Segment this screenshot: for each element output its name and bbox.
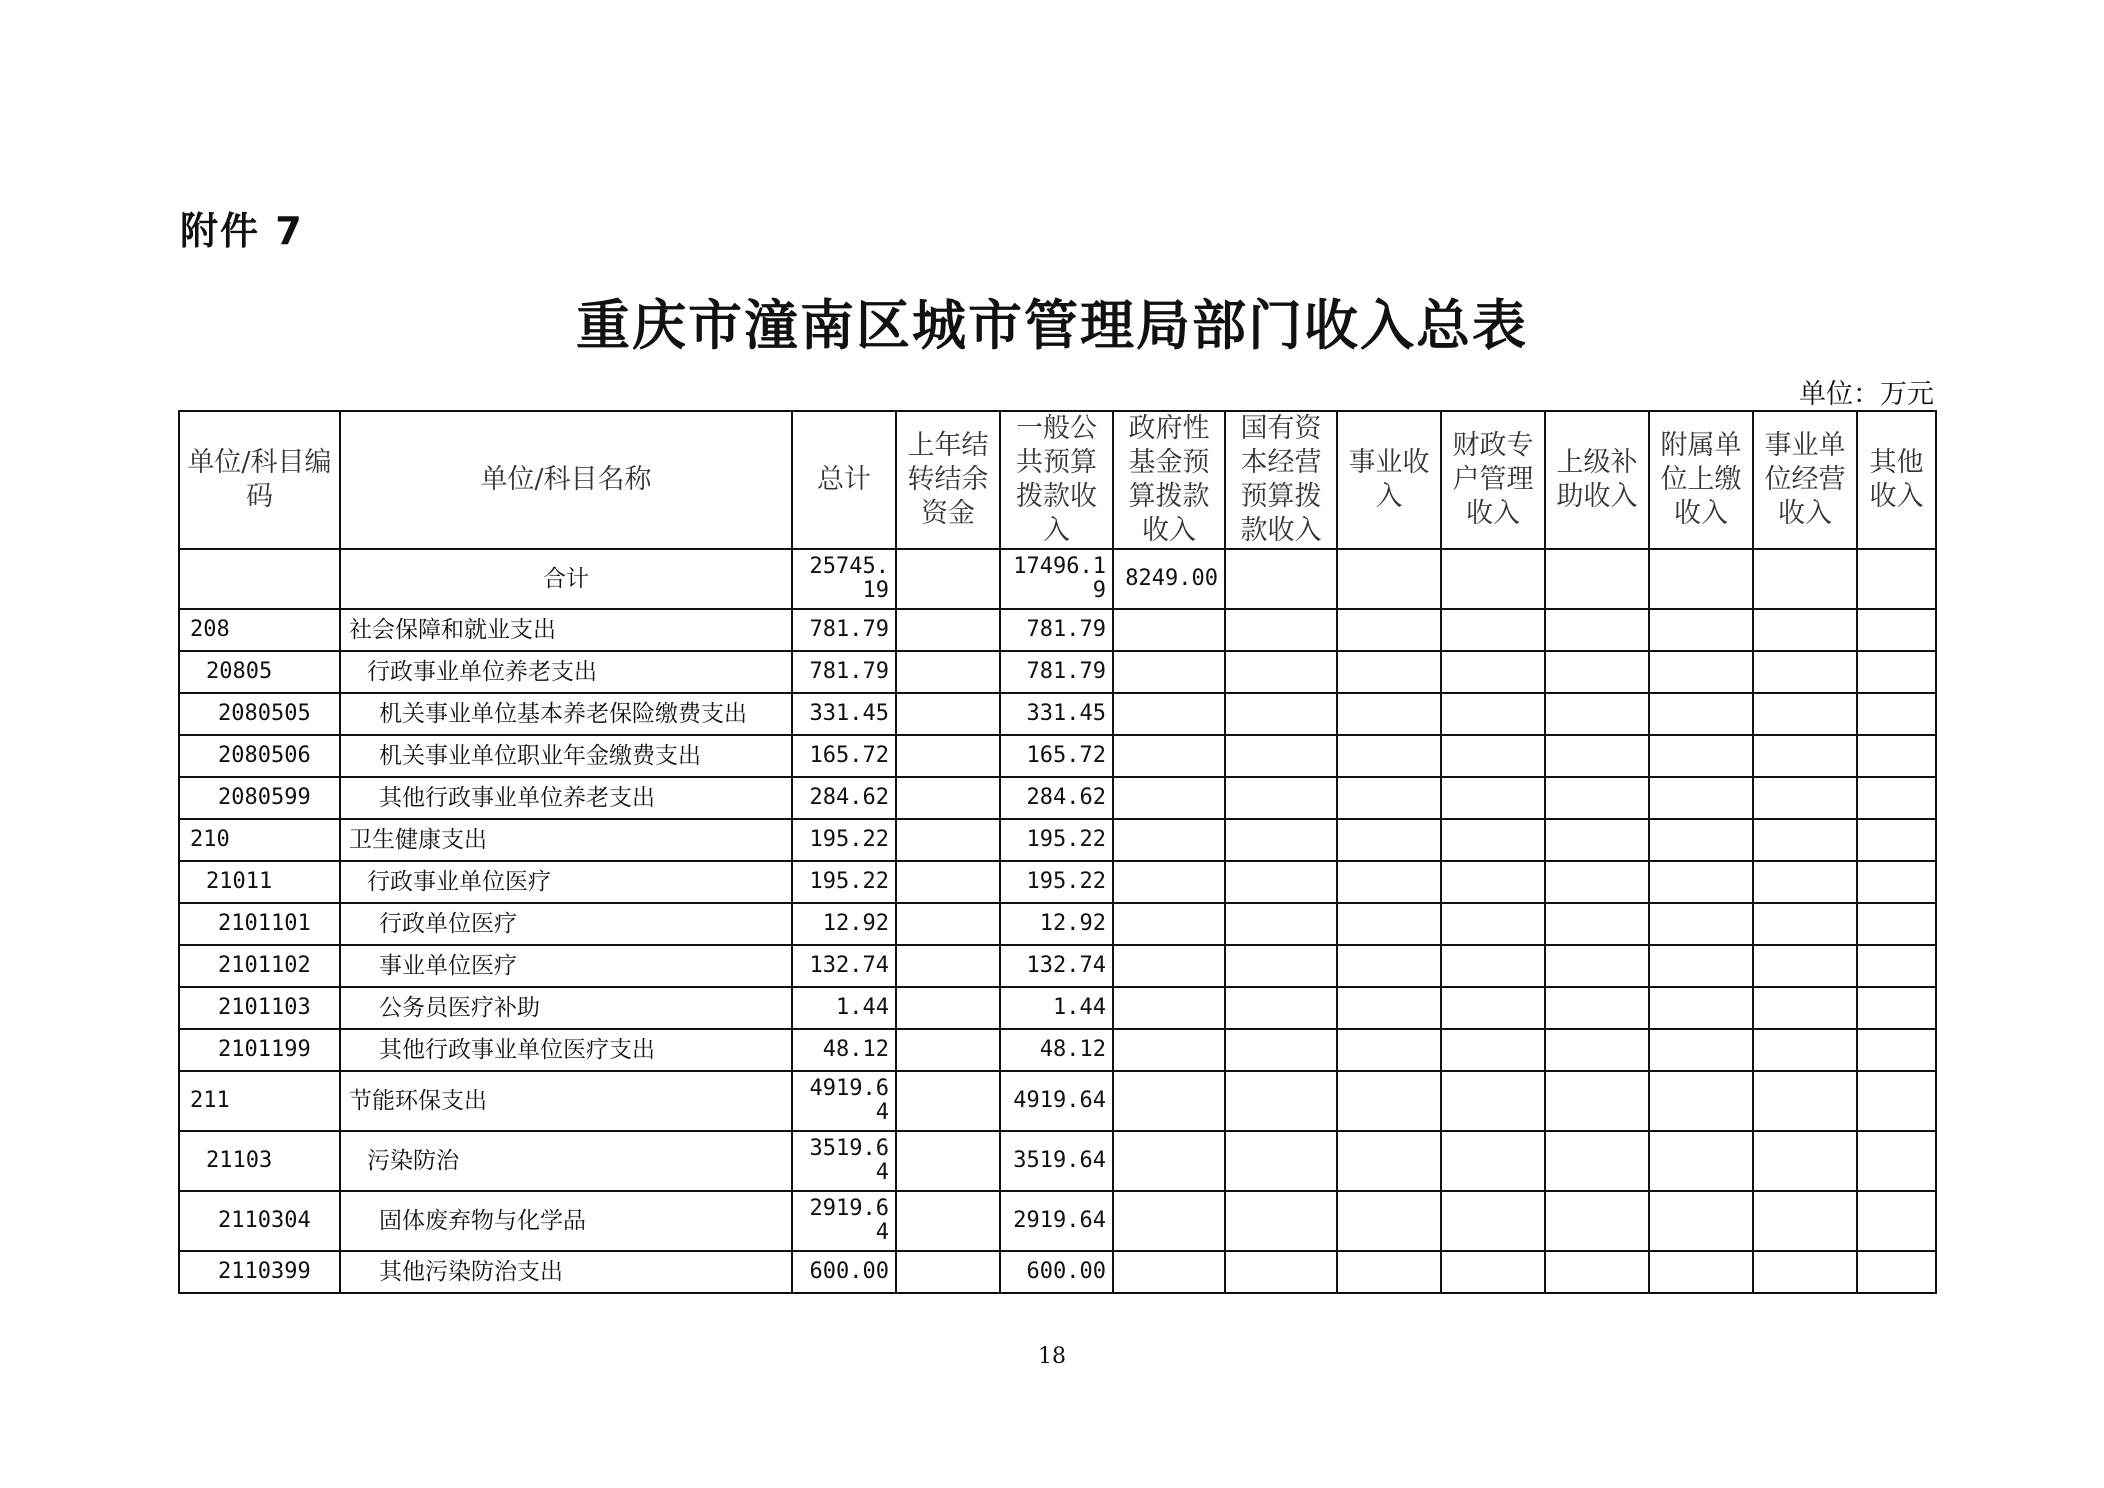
superior-subsidy-cell [1545, 1071, 1649, 1131]
affiliated-income-cell [1649, 651, 1753, 693]
general-budget-cell: 17496.19 [1000, 549, 1113, 609]
total-cell: 4919.64 [792, 1071, 896, 1131]
gov-fund-cell [1113, 693, 1225, 735]
special-account-cell [1441, 1029, 1545, 1071]
career-income-cell [1337, 609, 1441, 651]
special-account-cell [1441, 987, 1545, 1029]
operation-income-cell [1753, 903, 1857, 945]
other-income-cell [1857, 1191, 1936, 1251]
total-cell: 331.45 [792, 693, 896, 735]
header-superior-subsidy: 上级补助收入 [1545, 411, 1649, 549]
general-budget-cell: 12.92 [1000, 903, 1113, 945]
other-income-cell [1857, 735, 1936, 777]
special-account-cell [1441, 1191, 1545, 1251]
general-budget-cell: 165.72 [1000, 735, 1113, 777]
gov-fund-cell [1113, 945, 1225, 987]
career-income-cell [1337, 1191, 1441, 1251]
special-account-cell [1441, 1071, 1545, 1131]
affiliated-income-cell [1649, 1131, 1753, 1191]
carryover-cell [896, 1071, 1000, 1131]
operation-income-cell [1753, 861, 1857, 903]
name-cell: 行政事业单位医疗 [340, 861, 792, 903]
name-cell: 卫生健康支出 [340, 819, 792, 861]
table-row [179, 777, 1936, 819]
carryover-cell [896, 735, 1000, 777]
affiliated-income-cell [1649, 987, 1753, 1029]
career-income-cell [1337, 945, 1441, 987]
affiliated-income-cell [1649, 861, 1753, 903]
carryover-cell [896, 819, 1000, 861]
affiliated-income-cell [1649, 1071, 1753, 1131]
general-budget-cell: 2919.64 [1000, 1191, 1113, 1251]
total-cell: 12.92 [792, 903, 896, 945]
general-budget-cell: 132.74 [1000, 945, 1113, 987]
career-income-cell [1337, 1071, 1441, 1131]
special-account-cell [1441, 861, 1545, 903]
special-account-cell [1441, 903, 1545, 945]
table-row [179, 1131, 1936, 1191]
total-cell: 284.62 [792, 777, 896, 819]
code-cell: 20805 [179, 651, 340, 693]
state-capital-cell [1225, 1071, 1337, 1131]
state-capital-cell [1225, 549, 1337, 609]
gov-fund-cell [1113, 903, 1225, 945]
total-cell: 132.74 [792, 945, 896, 987]
page-title: 重庆市潼南区城市管理局部门收入总表 [576, 294, 1528, 357]
total-row [179, 549, 1936, 609]
career-income-cell [1337, 987, 1441, 1029]
other-income-cell [1857, 777, 1936, 819]
name-cell: 社会保障和就业支出 [340, 609, 792, 651]
state-capital-cell [1225, 651, 1337, 693]
table-row [179, 735, 1936, 777]
carryover-cell [896, 693, 1000, 735]
page-number: 18 [1038, 1344, 1066, 1369]
other-income-cell [1857, 1071, 1936, 1131]
operation-income-cell [1753, 1029, 1857, 1071]
name-cell: 污染防治 [340, 1131, 792, 1191]
other-income-cell [1857, 819, 1936, 861]
header-carryover: 上年结转结余资金 [896, 411, 1000, 549]
superior-subsidy-cell [1545, 903, 1649, 945]
affiliated-income-cell [1649, 1191, 1753, 1251]
state-capital-cell [1225, 987, 1337, 1029]
superior-subsidy-cell [1545, 609, 1649, 651]
header-code: 单位/科目编码 [179, 411, 340, 549]
code-cell: 2110304 [179, 1191, 340, 1251]
state-capital-cell [1225, 861, 1337, 903]
table-row [179, 1029, 1936, 1071]
affiliated-income-cell [1649, 777, 1753, 819]
name-cell: 行政单位医疗 [340, 903, 792, 945]
code-cell: 21011 [179, 861, 340, 903]
affiliated-income-cell [1649, 819, 1753, 861]
superior-subsidy-cell [1545, 693, 1649, 735]
career-income-cell [1337, 1131, 1441, 1191]
affiliated-income-cell [1649, 609, 1753, 651]
code-cell: 2080599 [179, 777, 340, 819]
other-income-cell [1857, 609, 1936, 651]
state-capital-cell [1225, 1251, 1337, 1293]
operation-income-cell [1753, 987, 1857, 1029]
special-account-cell [1441, 693, 1545, 735]
state-capital-cell [1225, 1131, 1337, 1191]
table-row [179, 819, 1936, 861]
gov-fund-cell [1113, 861, 1225, 903]
header-general-budget: 一般公共预算拨款收入 [1000, 411, 1113, 549]
other-income-cell [1857, 861, 1936, 903]
career-income-cell [1337, 861, 1441, 903]
operation-income-cell [1753, 1191, 1857, 1251]
attachment-label: 附件 7 [180, 209, 304, 253]
other-income-cell [1857, 651, 1936, 693]
career-income-cell [1337, 735, 1441, 777]
gov-fund-cell [1113, 609, 1225, 651]
carryover-cell [896, 1251, 1000, 1293]
gov-fund-cell [1113, 1131, 1225, 1191]
operation-income-cell [1753, 651, 1857, 693]
table-row [179, 609, 1936, 651]
header-name: 单位/科目名称 [340, 411, 792, 549]
table-row [179, 861, 1936, 903]
operation-income-cell [1753, 777, 1857, 819]
code-cell: 2101103 [179, 987, 340, 1029]
superior-subsidy-cell [1545, 777, 1649, 819]
other-income-cell [1857, 1251, 1936, 1293]
name-cell: 其他行政事业单位养老支出 [340, 777, 792, 819]
general-budget-cell: 1.44 [1000, 987, 1113, 1029]
name-cell: 固体废弃物与化学品 [340, 1191, 792, 1251]
total-cell: 1.44 [792, 987, 896, 1029]
table-row [179, 987, 1936, 1029]
superior-subsidy-cell [1545, 651, 1649, 693]
total-cell: 3519.64 [792, 1131, 896, 1191]
carryover-cell [896, 1131, 1000, 1191]
carryover-cell [896, 609, 1000, 651]
special-account-cell [1441, 777, 1545, 819]
career-income-cell [1337, 1029, 1441, 1071]
gov-fund-cell [1113, 777, 1225, 819]
other-income-cell [1857, 549, 1936, 609]
career-income-cell [1337, 1251, 1441, 1293]
affiliated-income-cell [1649, 1029, 1753, 1071]
carryover-cell [896, 945, 1000, 987]
affiliated-income-cell [1649, 693, 1753, 735]
total-cell: 195.22 [792, 819, 896, 861]
gov-fund-cell: 8249.00 [1113, 549, 1225, 609]
affiliated-income-cell [1649, 1251, 1753, 1293]
name-cell: 事业单位医疗 [340, 945, 792, 987]
superior-subsidy-cell [1545, 1029, 1649, 1071]
career-income-cell [1337, 903, 1441, 945]
code-cell: 2080506 [179, 735, 340, 777]
superior-subsidy-cell [1545, 861, 1649, 903]
unit-label: 单位：万元 [1799, 379, 1934, 410]
header-state-capital: 国有资本经营预算拨款收入 [1225, 411, 1337, 549]
affiliated-income-cell [1649, 903, 1753, 945]
special-account-cell [1441, 735, 1545, 777]
other-income-cell [1857, 903, 1936, 945]
other-income-cell [1857, 945, 1936, 987]
general-budget-cell: 4919.64 [1000, 1071, 1113, 1131]
carryover-cell [896, 549, 1000, 609]
name-cell: 其他行政事业单位医疗支出 [340, 1029, 792, 1071]
general-budget-cell: 284.62 [1000, 777, 1113, 819]
revenue-table [178, 410, 1937, 1294]
general-budget-cell: 48.12 [1000, 1029, 1113, 1071]
table-row [179, 693, 1936, 735]
total-cell: 195.22 [792, 861, 896, 903]
operation-income-cell [1753, 945, 1857, 987]
gov-fund-cell [1113, 651, 1225, 693]
total-cell: 781.79 [792, 651, 896, 693]
header-career-income: 事业收入 [1337, 411, 1441, 549]
general-budget-cell: 195.22 [1000, 819, 1113, 861]
header-affiliated-income: 附属单位上缴收入 [1649, 411, 1753, 549]
other-income-cell [1857, 1131, 1936, 1191]
operation-income-cell [1753, 1251, 1857, 1293]
table-row [179, 1071, 1936, 1131]
other-income-cell [1857, 1029, 1936, 1071]
state-capital-cell [1225, 735, 1337, 777]
code-cell: 2101199 [179, 1029, 340, 1071]
other-income-cell [1857, 693, 1936, 735]
name-cell: 公务员医疗补助 [340, 987, 792, 1029]
code-cell: 2101101 [179, 903, 340, 945]
operation-income-cell [1753, 819, 1857, 861]
gov-fund-cell [1113, 1251, 1225, 1293]
general-budget-cell: 781.79 [1000, 609, 1113, 651]
total-cell: 600.00 [792, 1251, 896, 1293]
career-income-cell [1337, 549, 1441, 609]
state-capital-cell [1225, 777, 1337, 819]
special-account-cell [1441, 945, 1545, 987]
code-cell: 2110399 [179, 1251, 340, 1293]
header-gov-fund: 政府性基金预算拨款收入 [1113, 411, 1225, 549]
special-account-cell [1441, 1131, 1545, 1191]
name-cell: 其他污染防治支出 [340, 1251, 792, 1293]
special-account-cell [1441, 609, 1545, 651]
affiliated-income-cell [1649, 945, 1753, 987]
total-cell: 781.79 [792, 609, 896, 651]
name-cell: 机关事业单位职业年金缴费支出 [340, 735, 792, 777]
state-capital-cell [1225, 945, 1337, 987]
name-cell: 机关事业单位基本养老保险缴费支出 [340, 693, 792, 735]
operation-income-cell [1753, 549, 1857, 609]
career-income-cell [1337, 693, 1441, 735]
gov-fund-cell [1113, 735, 1225, 777]
state-capital-cell [1225, 1191, 1337, 1251]
gov-fund-cell [1113, 1191, 1225, 1251]
special-account-cell [1441, 549, 1545, 609]
code-cell: 2080505 [179, 693, 340, 735]
code-cell: 211 [179, 1071, 340, 1131]
operation-income-cell [1753, 735, 1857, 777]
operation-income-cell [1753, 609, 1857, 651]
superior-subsidy-cell [1545, 945, 1649, 987]
operation-income-cell [1753, 693, 1857, 735]
total-cell: 48.12 [792, 1029, 896, 1071]
carryover-cell [896, 861, 1000, 903]
superior-subsidy-cell [1545, 1251, 1649, 1293]
general-budget-cell: 600.00 [1000, 1251, 1113, 1293]
header-row [179, 411, 1936, 549]
state-capital-cell [1225, 1029, 1337, 1071]
code-cell: 2101102 [179, 945, 340, 987]
gov-fund-cell [1113, 1071, 1225, 1131]
superior-subsidy-cell [1545, 1191, 1649, 1251]
affiliated-income-cell [1649, 735, 1753, 777]
header-special-account: 财政专户管理收入 [1441, 411, 1545, 549]
carryover-cell [896, 777, 1000, 819]
code-cell: 210 [179, 819, 340, 861]
carryover-cell [896, 903, 1000, 945]
name-cell: 合计 [340, 549, 792, 609]
carryover-cell [896, 651, 1000, 693]
name-cell: 节能环保支出 [340, 1071, 792, 1131]
superior-subsidy-cell [1545, 1131, 1649, 1191]
career-income-cell [1337, 651, 1441, 693]
gov-fund-cell [1113, 1029, 1225, 1071]
name-cell: 行政事业单位养老支出 [340, 651, 792, 693]
general-budget-cell: 195.22 [1000, 861, 1113, 903]
special-account-cell [1441, 651, 1545, 693]
code-cell: 21103 [179, 1131, 340, 1191]
header-other-income: 其他收入 [1857, 411, 1936, 549]
gov-fund-cell [1113, 819, 1225, 861]
code-cell [179, 549, 340, 609]
superior-subsidy-cell [1545, 549, 1649, 609]
special-account-cell [1441, 819, 1545, 861]
operation-income-cell [1753, 1131, 1857, 1191]
other-income-cell [1857, 987, 1936, 1029]
state-capital-cell [1225, 819, 1337, 861]
gov-fund-cell [1113, 987, 1225, 1029]
carryover-cell [896, 1191, 1000, 1251]
table-row [179, 1191, 1936, 1251]
special-account-cell [1441, 1251, 1545, 1293]
superior-subsidy-cell [1545, 987, 1649, 1029]
operation-income-cell [1753, 1071, 1857, 1131]
table-row [179, 1251, 1936, 1293]
table-row [179, 945, 1936, 987]
carryover-cell [896, 987, 1000, 1029]
general-budget-cell: 331.45 [1000, 693, 1113, 735]
carryover-cell [896, 1029, 1000, 1071]
state-capital-cell [1225, 609, 1337, 651]
superior-subsidy-cell [1545, 735, 1649, 777]
header-operation-income: 事业单位经营收入 [1753, 411, 1857, 549]
career-income-cell [1337, 819, 1441, 861]
superior-subsidy-cell [1545, 819, 1649, 861]
code-cell: 208 [179, 609, 340, 651]
header-total: 总计 [792, 411, 896, 549]
affiliated-income-cell [1649, 549, 1753, 609]
total-cell: 2919.64 [792, 1191, 896, 1251]
table-row [179, 651, 1936, 693]
general-budget-cell: 3519.64 [1000, 1131, 1113, 1191]
career-income-cell [1337, 777, 1441, 819]
table-row [179, 903, 1936, 945]
state-capital-cell [1225, 903, 1337, 945]
total-cell: 165.72 [792, 735, 896, 777]
general-budget-cell: 781.79 [1000, 651, 1113, 693]
state-capital-cell [1225, 693, 1337, 735]
total-cell: 25745.19 [792, 549, 896, 609]
